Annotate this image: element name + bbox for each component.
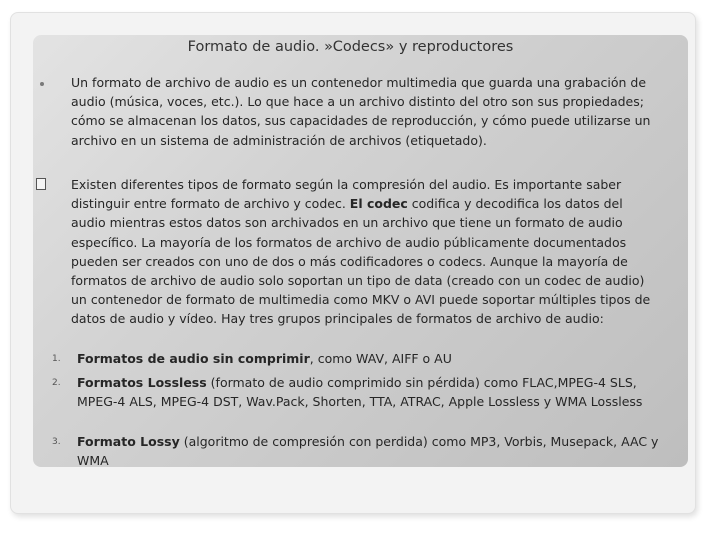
list-item-2-bold: Formatos Lossless (77, 375, 207, 390)
paragraph-2-text-b: codifica y decodifica los datos del audio mientras estos datos son archivados en un archivo que tiene un formato de audio específico. La mayoría de los formatos de archivo de audio públicamente documentados pueden ser creados con uno de dos o más codificadores o codecs. Aunque la mayoría de formatos de archivo de audio solo soportan un tipo de data (creado con un codec de audio) un contenedor de formato de multimedia como MKV o AVI puede soportar múltiples tipos de datos de audio y vídeo. Hay tres grupos principales de formatos de archivo de audio: (71, 196, 651, 327)
paragraph-1: Un formato de archivo de audio es un contenedor multimedia que guarda una grabación de audio (música, voces, etc.). Lo que hace a un archivo distinto del otro son sus propiedades; cómo se almacenan los datos, sus capacidades de reproducción, y cómo puede utilizarse un archivo en un sistema de administración de archivos (etiquetado). (71, 75, 651, 148)
bullet-dot-icon (40, 82, 44, 86)
list-item-1-text: , como WAV, AIFF o AU (309, 351, 452, 366)
list-number-1: 1. (52, 354, 61, 364)
list-number-3: 3. (52, 437, 61, 447)
list-item-2-text: (formato de audio comprimido sin pérdida) como FLAC,MPEG-4 SLS, MPEG-4 ALS, MPEG-4 DST, Wav.Pack, Shorten, TTA, ATRAC, Apple Lossless y WMA Lossless (77, 375, 643, 410)
bullet-box-icon (36, 178, 46, 190)
list-item-1-bold: Formatos de audio sin comprimir (77, 351, 310, 366)
paragraph-2-text-a: Existen diferentes tipos de formato según la compresión del audio. Es importante saber distinguir entre formato de archivo y codec. (71, 177, 622, 212)
list-item-1 (77, 349, 661, 368)
paragraph-2 (71, 175, 661, 329)
list-item-3-bold: Formato Lossy (77, 434, 180, 449)
list-item-2 (77, 373, 661, 411)
codec-term: El codec (349, 196, 408, 212)
list-item-3-text: (algoritmo de compresión con perdida) como MP3, Vorbis, Musepack, AAC y WMA (77, 434, 659, 469)
list-number-2: 2. (52, 378, 61, 388)
slide-title: Formato de audio. »Codecs» y reproductores (187, 39, 514, 55)
list-item-3 (77, 432, 661, 470)
